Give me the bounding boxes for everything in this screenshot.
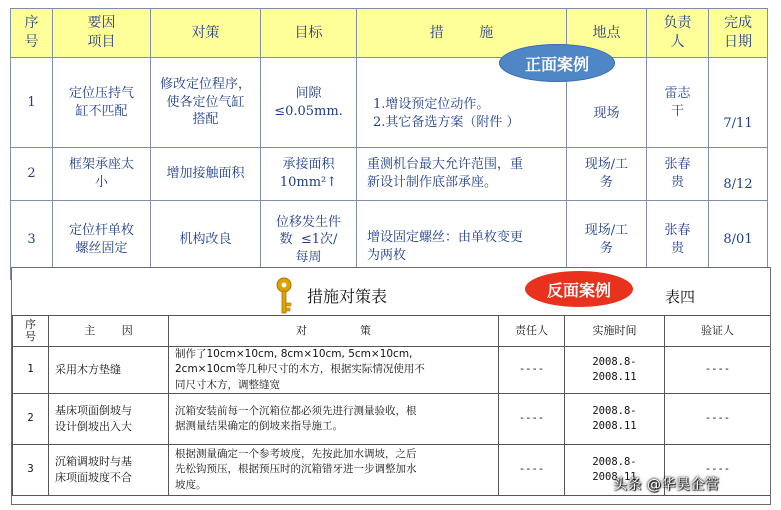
header-date: 完成 日期 [709, 9, 768, 58]
cell-owner: ---- [499, 445, 565, 496]
cell-measures: 增设固定螺丝：由单枚变更 为两枚 [357, 201, 567, 280]
cell-countermeasure: 根据测量确定一个参考坡度，先按此加水调坡，之后 先松钩预压，根据预压时的沉箱错牙进一步调整加水 坡度。 [169, 445, 499, 496]
table-row [13, 394, 771, 445]
table-header-row [13, 316, 771, 347]
cell-no: 3 [13, 445, 49, 496]
cell-cause: 定位压持气 缸不匹配 [53, 58, 151, 148]
cell-cause: 沉箱调坡时与基 床项面坡度不合 [49, 445, 169, 496]
header-no: 序 号 [13, 316, 49, 347]
cell-cause: 框架承座太 小 [53, 148, 151, 201]
cell-no: 1 [13, 347, 49, 394]
table-header-row [11, 9, 768, 58]
header-time: 实施时间 [565, 316, 665, 347]
cell-countermeasure: 机构改良 [151, 201, 261, 280]
cell-countermeasure: 制作了10cm×10cm, 8cm×10cm, 5cm×10cm, 2cm×10cm等几种尺寸的木方，根据实际情况使用不 同尺寸木方，调整缝宽 [169, 347, 499, 394]
table-row [11, 58, 768, 148]
cell-countermeasure: 修改定位程序， 使各定位气缸 搭配 [151, 58, 261, 148]
cell-owner: ---- [499, 347, 565, 394]
table-row [13, 347, 771, 394]
panel-header [12, 268, 770, 313]
cell-owner: 张春 贵 [647, 148, 709, 201]
cell-target: 位移发生件 数 ≤1次/ 每周 [261, 201, 357, 280]
cell-location: 现场/工 务 [567, 148, 647, 201]
cell-location: 现场/工 务 [567, 201, 647, 280]
negative-case-badge: 反面案例 [525, 271, 633, 307]
cell-time: 2008.8- 2008.11 [565, 347, 665, 394]
cell-countermeasure: 增加接触面积 [151, 148, 261, 201]
cell-cause: 定位杆单枚 螺丝固定 [53, 201, 151, 280]
negative-case-panel [11, 267, 771, 505]
table-number: 表四 [665, 288, 696, 306]
header-target: 目标 [261, 9, 357, 58]
cell-time: 2008.8- 2008.11 [565, 445, 665, 496]
positive-case-badge: 正面案例 [499, 44, 615, 82]
table-row [11, 148, 768, 201]
header-cause: 主 因 [49, 316, 169, 347]
cell-date: 7/11 [709, 58, 768, 148]
cell-no: 2 [13, 394, 49, 445]
cell-location: 现场 [567, 58, 647, 148]
cell-no: 1 [11, 58, 53, 148]
watermark: 头条 @华昊企管 [613, 477, 720, 493]
header-owner: 负责 人 [647, 9, 709, 58]
cell-target: 承接面积 10mm²↑ [261, 148, 357, 201]
cell-date: 8/12 [709, 148, 768, 201]
cell-time: 2008.8- 2008.11 [565, 394, 665, 445]
cell-cause: 基床项面倒坡与 设计倒坡出入大 [49, 394, 169, 445]
cell-date: 8/01 [709, 201, 768, 280]
header-measures: 措 施 [357, 9, 567, 58]
cell-owner: 雷志 干 [647, 58, 709, 148]
cell-measures: 重测机台最大允许范围，重 新设计制作底部承座。 [357, 148, 567, 201]
header-location: 地点 [567, 9, 647, 58]
header-no: 序 号 [11, 9, 53, 58]
header-cause: 要因 项目 [53, 9, 151, 58]
header-countermeasure: 对策 [151, 9, 261, 58]
cell-verifier: ---- [665, 347, 771, 394]
cell-verifier: ---- [665, 445, 771, 496]
cell-cause: 采用木方垫缝 [49, 347, 169, 394]
cell-target: 间隙 ≤0.05mm. [261, 58, 357, 148]
negative-case-table [12, 315, 771, 496]
key-icon [273, 277, 295, 315]
cell-countermeasure: 沉箱安装前每一个沉箱位都必须先进行测量验收，根 据测量结果确定的倒坡来指导施工。 [169, 394, 499, 445]
cell-owner: ---- [499, 394, 565, 445]
header-countermeasure: 对 策 [169, 316, 499, 347]
cell-verifier: ---- [665, 394, 771, 445]
header-owner: 责任人 [499, 316, 565, 347]
cell-owner: 张春 贵 [647, 201, 709, 280]
cell-no: 2 [11, 148, 53, 201]
positive-case-table [10, 8, 768, 280]
cell-measures: 1.增设预定位动作。 2.其它备选方案（附件 ） [357, 58, 567, 148]
cell-no: 3 [11, 201, 53, 280]
panel-title: 措施对策表 [307, 287, 388, 306]
header-verifier: 验证人 [665, 316, 771, 347]
